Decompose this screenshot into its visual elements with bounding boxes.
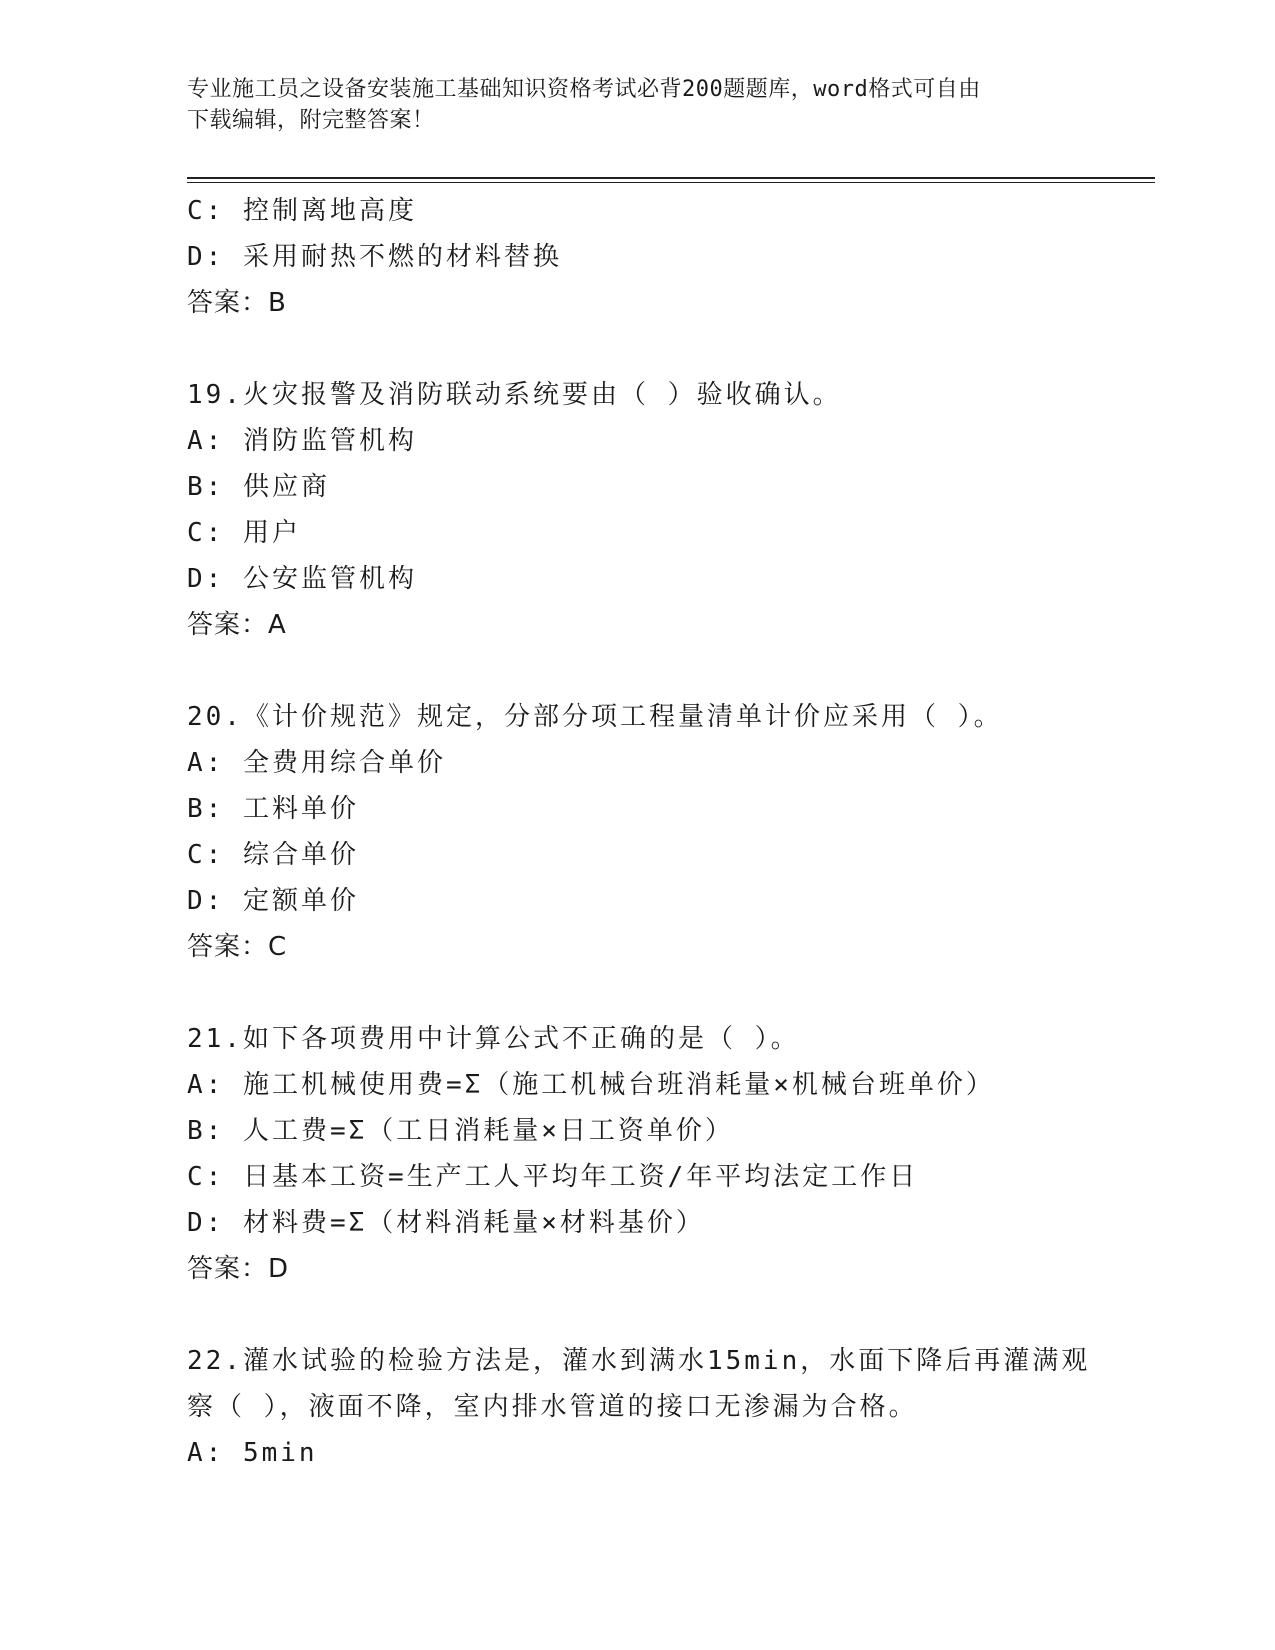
answer-line: 答案：A [187,610,287,640]
option-d: D: 定额单价 [187,886,359,916]
spacer [187,1292,1087,1338]
question-stem: 20.《计价规范》规定，分部分项工程量清单计价应采用（ ）。 [187,702,1003,732]
option-c: C: 日基本工资=生产工人平均年工资/年平均法定工作日 [187,1162,919,1192]
question-22 [187,1338,1091,1476]
option-c: C: 用户 [187,518,301,548]
question-stem: 21.如下各项费用中计算公式不正确的是（ ）。 [187,1024,800,1054]
option-a: A: 消防监管机构 [187,426,417,456]
option-b: B: 人工费=Σ（工日消耗量×日工资单价） [187,1116,734,1146]
option-c: C: 控制离地高度 [187,196,417,226]
question-20 [187,694,1087,970]
document-header [187,74,1087,136]
option-c: C: 综合单价 [187,840,359,870]
option-b: B: 工料单价 [187,794,359,824]
question-list [187,188,1091,1476]
option-b: B: 供应商 [187,472,330,502]
option-a: A: 5min [187,1438,318,1468]
option-a: A: 全费用综合单价 [187,748,446,778]
spacer [187,326,1087,372]
option-d: D: 材料费=Σ（材料消耗量×材料基价） [187,1208,705,1238]
header-line-1: 专业施工员之设备安装施工基础知识资格考试必背200题题库，word格式可自由 [187,77,981,102]
answer-line: 答案：B [187,288,287,318]
spacer [187,648,1087,694]
option-d: D: 采用耐热不燃的材料替换 [187,242,562,272]
option-a: A: 施工机械使用费=Σ（施工机械台班消耗量×机械台班单价） [187,1070,995,1100]
answer-line: 答案：C [187,932,288,962]
header-rule-thick [187,177,1155,179]
question-21 [187,1016,1087,1292]
header-rule-thin [187,182,1155,183]
question-19 [187,372,1087,648]
spacer [187,970,1087,1016]
question-stem-line-2: 察（ ），液面不降，室内排水管道的接口无渗漏为合格。 [187,1392,918,1422]
question-18-tail [187,188,1087,326]
question-stem-line-1: 22.灌水试验的检验方法是，灌水到满水15min，水面下降后再灌满观 [187,1346,1091,1376]
header-line-2: 下载编辑，附完整答案！ [187,108,435,133]
option-d: D: 公安监管机构 [187,564,417,594]
answer-line: 答案：D [187,1254,290,1284]
question-stem: 19.火灾报警及消防联动系统要由（ ）验收确认。 [187,380,842,410]
